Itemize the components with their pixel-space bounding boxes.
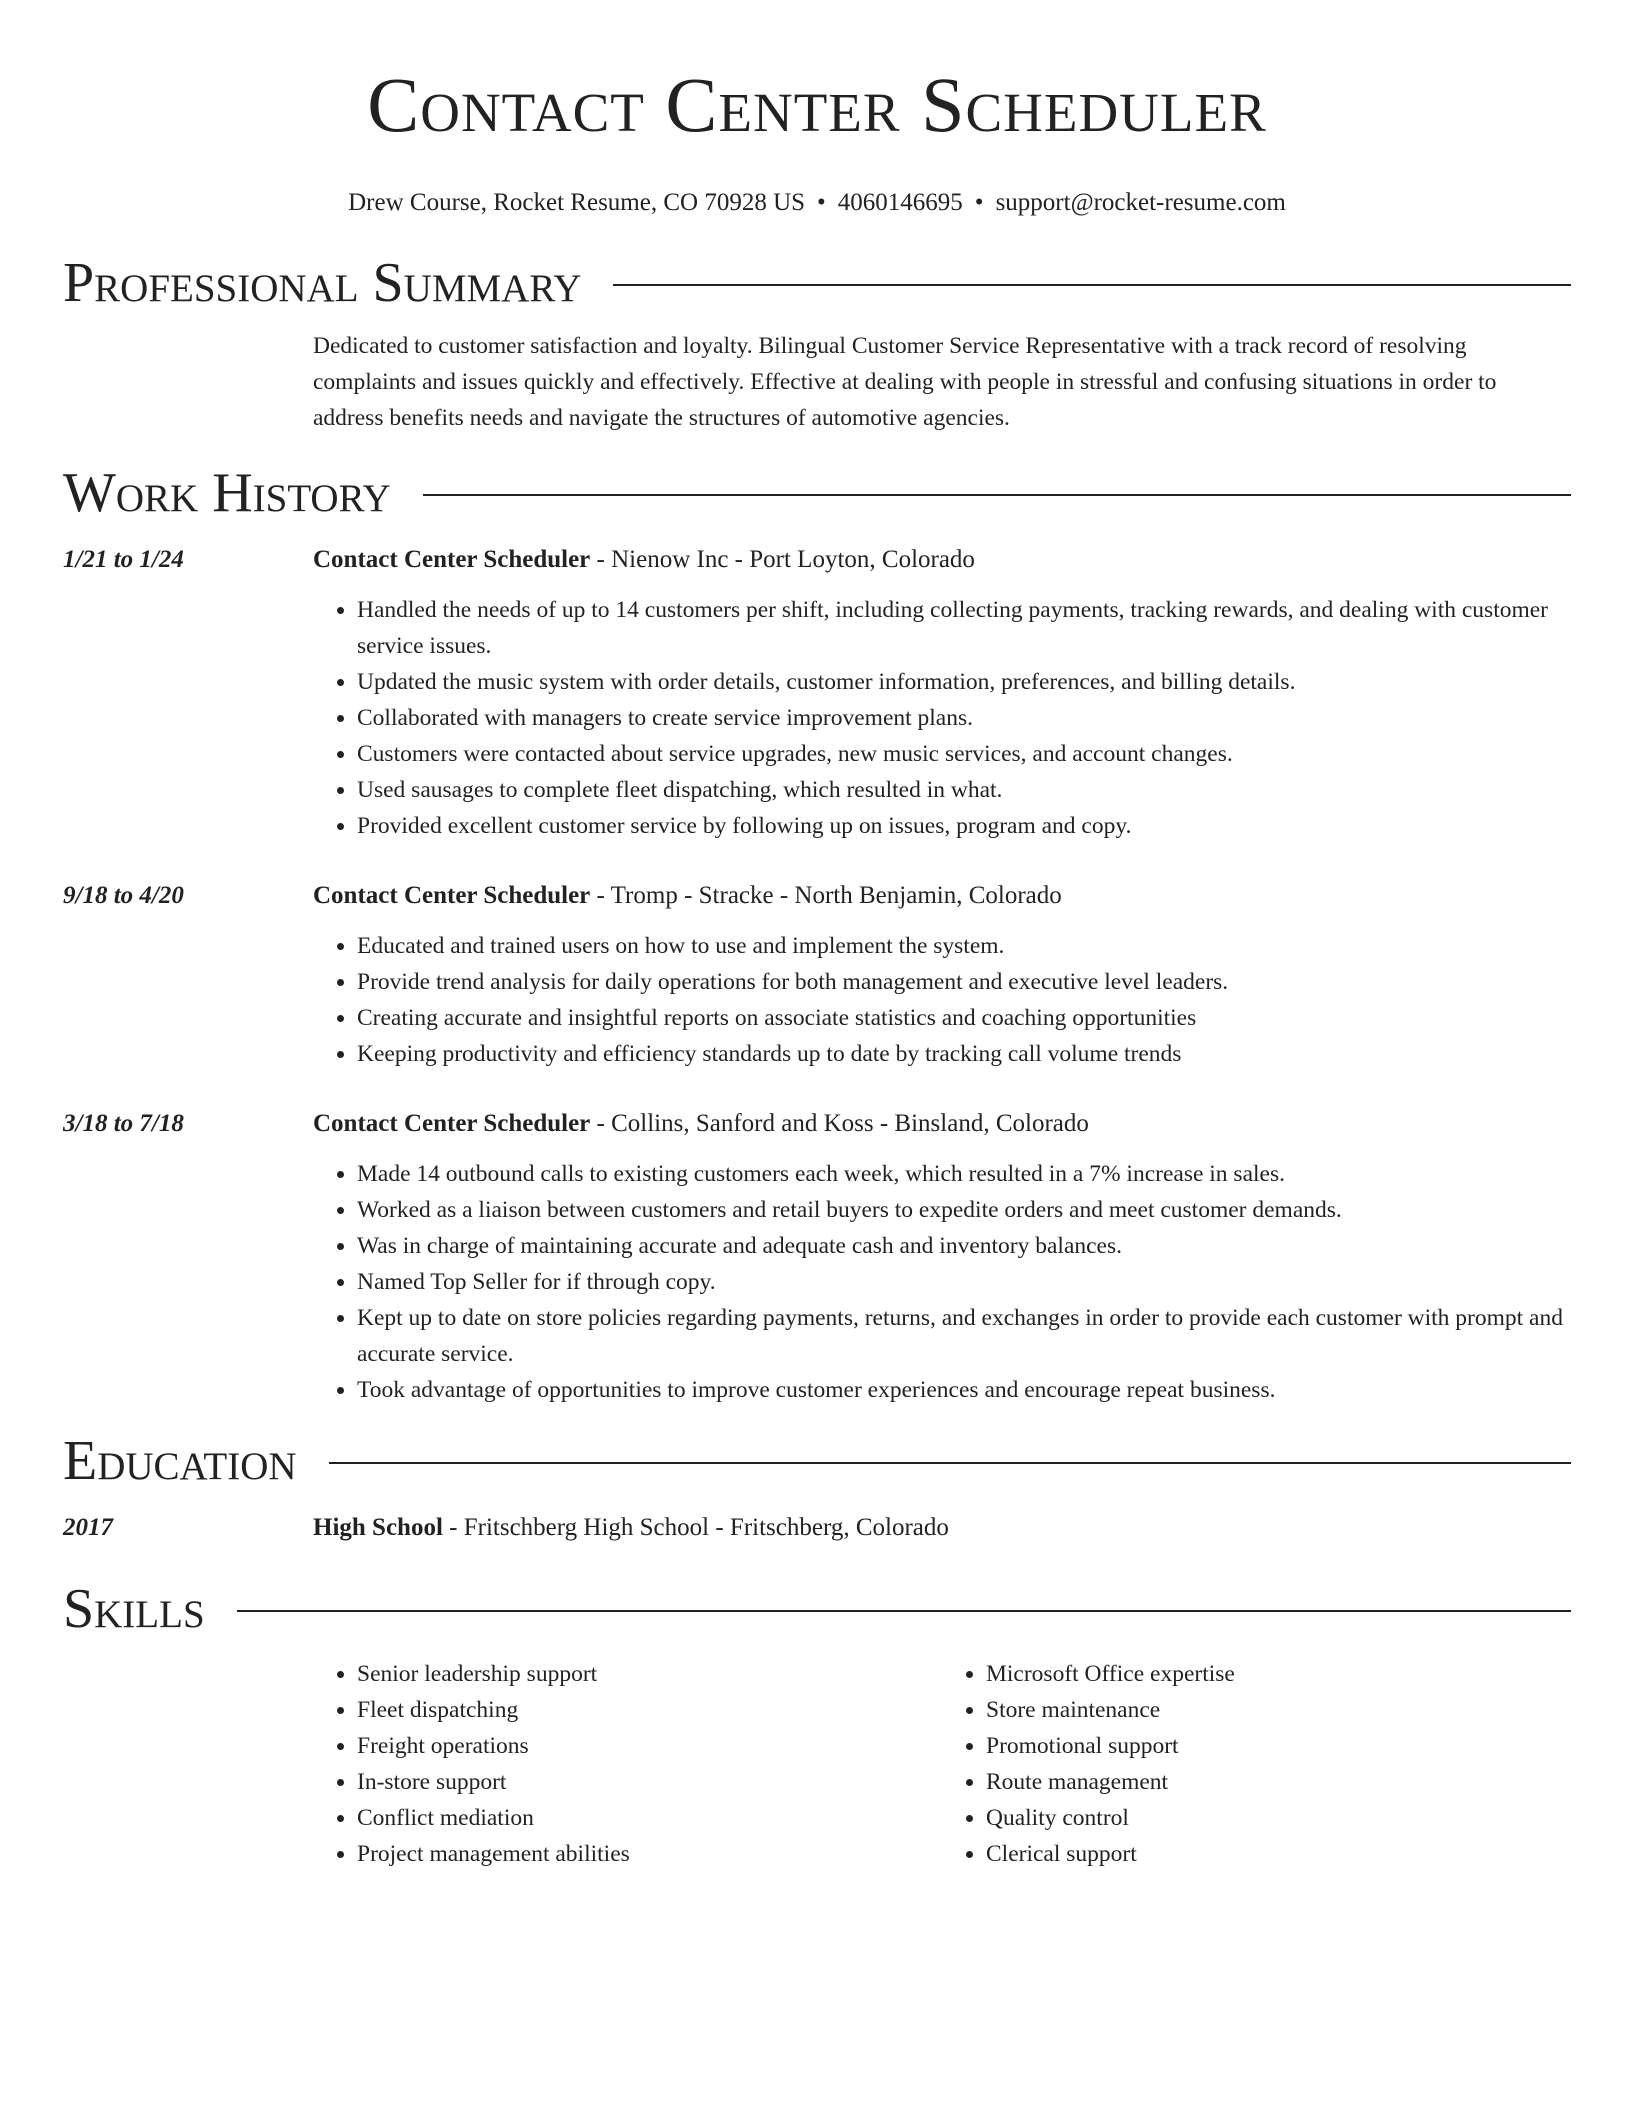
list-item: • Collaborated with managers to create service improvement plans. — [357, 700, 1571, 736]
job-title: Contact Center Scheduler — [313, 1110, 591, 1137]
education-dates: 2017 — [63, 1514, 113, 1541]
contact-line — [63, 188, 1571, 218]
resume-title: Contact Center Scheduler — [367, 61, 1267, 148]
job-details: - Nienow Inc - Port Loyton, Colorado — [590, 546, 975, 573]
section-heading: Education — [63, 1430, 297, 1492]
list-item: • Provide trend analysis for daily operations for both management and executive level leaders. — [357, 964, 1571, 1000]
list-item: • Educated and trained users on how to use and implement the system. — [357, 928, 1571, 964]
skill-item: • Route management — [986, 1764, 1571, 1800]
job-content — [313, 542, 1571, 844]
list-item: • Worked as a liaison between customers and retail buyers to expedite orders and meet customer demands. — [357, 1192, 1571, 1228]
job-dates: 3/18 to 7/18 — [63, 1110, 184, 1137]
list-item: • Made 14 outbound calls to existing customers each week, which resulted in a 7% increase in sales. — [357, 1156, 1571, 1192]
skills-section-header — [63, 1574, 1571, 1644]
contact-phone: 4060146695 — [837, 189, 963, 216]
job-details: - Collins, Sanford and Koss - Binsland, Colorado — [590, 1110, 1089, 1137]
list-item: • Kept up to date on store policies regarding payments, returns, and exchanges in order to provide each customer with prompt and accurate service. — [357, 1300, 1571, 1372]
job-heading — [313, 878, 1571, 914]
job-title: Contact Center Scheduler — [313, 882, 591, 909]
education-section-header — [63, 1426, 1571, 1496]
job-details: - Tromp - Stracke - North Benjamin, Colorado — [590, 882, 1062, 909]
contact-address: Drew Course, Rocket Resume, CO 70928 US — [348, 189, 806, 216]
education-entry — [63, 1510, 1571, 1546]
work-section-header — [63, 458, 1571, 528]
list-item: • Creating accurate and insightful reports on associate statistics and coaching opportunities — [357, 1000, 1571, 1036]
list-item: • Customers were contacted about service upgrades, new music services, and account changes. — [357, 736, 1571, 772]
skill-item: • Project management abilities — [357, 1836, 942, 1872]
section-heading: Professional Summary — [63, 252, 582, 314]
job-content — [313, 1106, 1571, 1408]
job-title: Contact Center Scheduler — [313, 546, 591, 573]
list-item: • Was in charge of maintaining accurate and adequate cash and inventory balances. — [357, 1228, 1571, 1264]
contact-email: support@rocket-resume.com — [995, 189, 1286, 216]
job-heading — [313, 1106, 1571, 1142]
skill-item: • Promotional support — [986, 1728, 1571, 1764]
contact-separator: • — [817, 189, 826, 216]
section-heading: Skills — [63, 1578, 205, 1640]
list-item: • Named Top Seller for if through copy. — [357, 1264, 1571, 1300]
job-bullets — [313, 592, 1571, 844]
skill-item: • In-store support — [357, 1764, 942, 1800]
job-heading — [313, 542, 1571, 578]
list-item: • Took advantage of opportunities to improve customer experiences and encourage repeat business. — [357, 1372, 1571, 1408]
job-entry — [63, 542, 1571, 844]
list-item: • Keeping productivity and efficiency standards up to date by tracking call volume trends — [357, 1036, 1571, 1072]
list-item: • Used sausages to complete fleet dispatching, which resulted in what. — [357, 772, 1571, 808]
section-divider — [237, 1610, 1571, 1612]
job-bullets — [313, 928, 1571, 1072]
job-entry — [63, 878, 1571, 1072]
job-dates: 9/18 to 4/20 — [63, 882, 184, 909]
skill-item: • Quality control — [986, 1800, 1571, 1836]
skill-item: • Microsoft Office expertise — [986, 1656, 1571, 1692]
job-entry — [63, 1106, 1571, 1408]
education-degree: High School — [313, 1514, 443, 1541]
skill-item: • Fleet dispatching — [357, 1692, 942, 1728]
summary-section-header — [63, 248, 1571, 318]
section-divider — [613, 284, 1571, 286]
summary-text: Dedicated to customer satisfaction and loyalty. Bilingual Customer Service Representative with a track record of resolving complaints and issues quickly and effectively. Effective at dealing with people in stressful and confusing situations in order to address benefits needs and navigate the structures of automotive agencies. — [313, 333, 1497, 431]
skill-item: • Freight operations — [357, 1728, 942, 1764]
skill-item: • Store maintenance — [986, 1692, 1571, 1728]
skills-column-left — [313, 1656, 942, 1872]
section-divider — [329, 1462, 1571, 1464]
skills-list — [63, 1656, 1571, 1872]
list-item: • Provided excellent customer service by following up on issues, program and copy. — [357, 808, 1571, 844]
education-details: - Fritschberg High School - Fritschberg, Colorado — [442, 1514, 949, 1541]
skill-item: • Conflict mediation — [357, 1800, 942, 1836]
section-divider — [423, 494, 1571, 496]
list-item: • Handled the needs of up to 14 customers per shift, including collecting payments, tracking rewards, and dealing with customer service issues. — [357, 592, 1571, 664]
job-content — [313, 878, 1571, 1072]
skills-column-right — [942, 1656, 1571, 1872]
job-dates: 1/21 to 1/24 — [63, 546, 184, 573]
skill-item: • Senior leadership support — [357, 1656, 942, 1692]
contact-separator: • — [974, 189, 984, 216]
skill-item: • Clerical support — [986, 1836, 1571, 1872]
section-heading: Work History — [63, 462, 391, 524]
education-heading — [313, 1510, 1571, 1546]
list-item: • Updated the music system with order details, customer information, preferences, and billing details. — [357, 664, 1571, 700]
job-bullets — [313, 1156, 1571, 1408]
